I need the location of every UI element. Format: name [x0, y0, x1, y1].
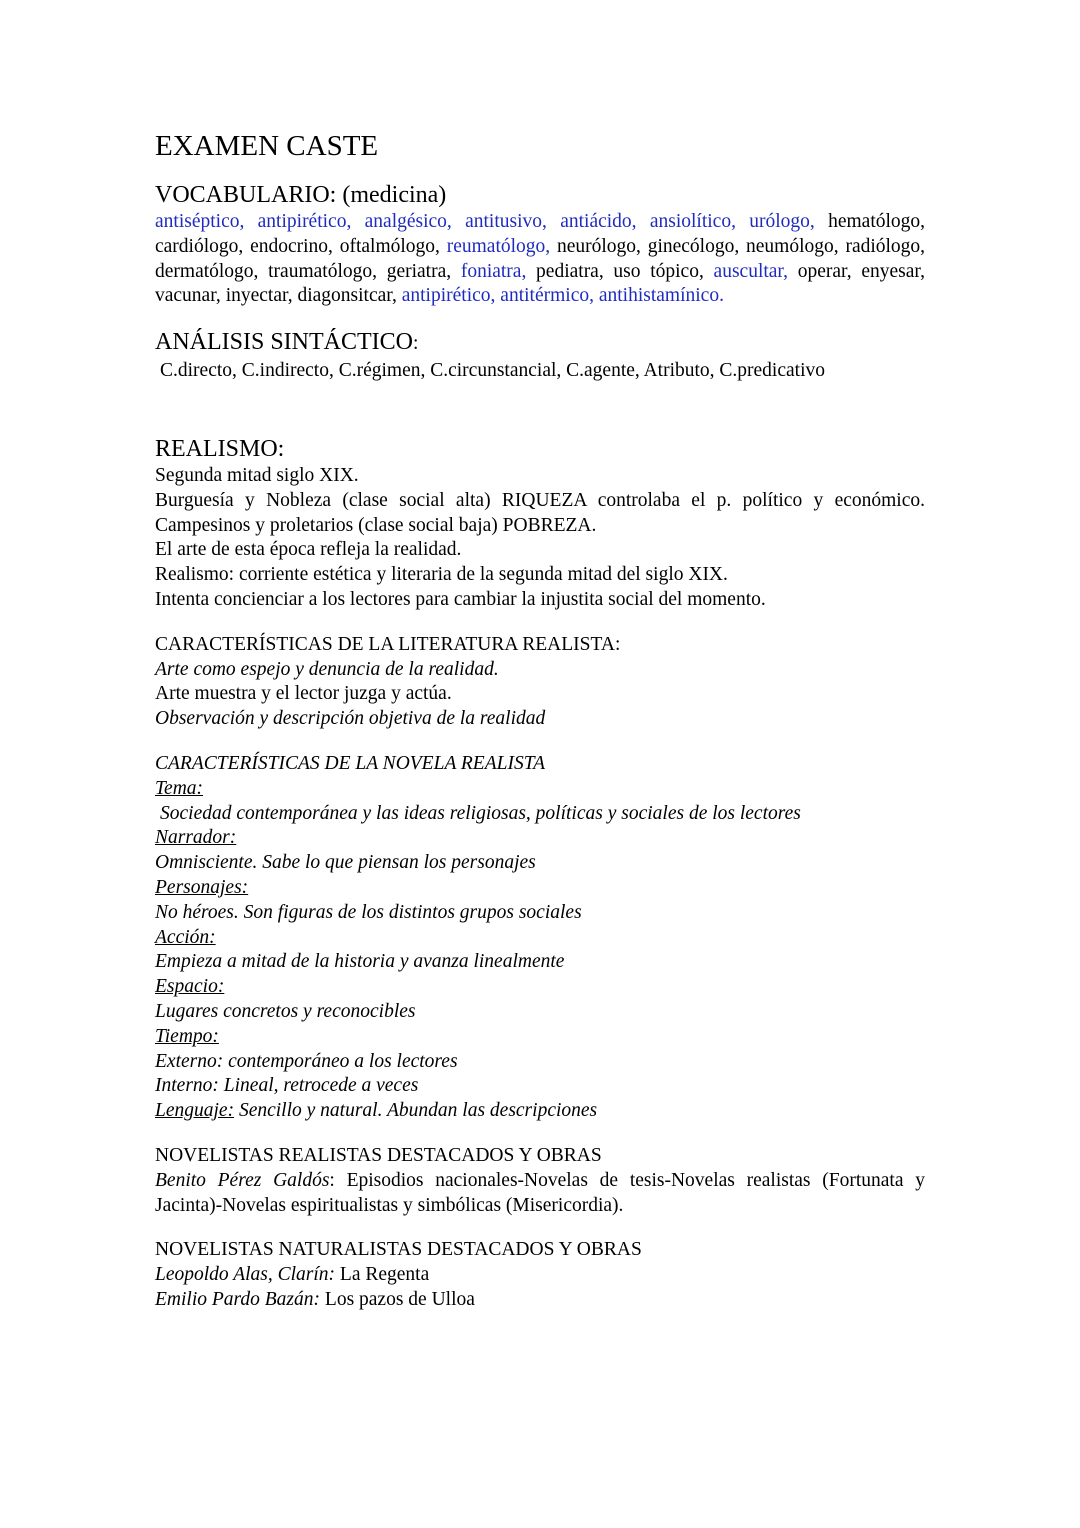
narrador-text: Omnisciente. Sabe lo que piensan los personajes: [155, 852, 536, 874]
vocabulario-word: auscultar,: [713, 260, 789, 282]
caracteristicas-novela-heading: CARACTERÍSTICAS DE LA NOVELA REALISTA: [155, 752, 546, 774]
analisis-section: [155, 327, 925, 384]
novelista-author: Emilio Pardo Bazán:: [155, 1288, 321, 1310]
tema-text: Sociedad contemporánea y las ideas religiosas, políticas y sociales de los lectores: [160, 802, 801, 824]
realismo-line: El arte de esta época refleja la realidad.: [155, 539, 462, 561]
vocabulario-word: urólogo,: [749, 211, 815, 232]
realismo-line: Segunda mitad siglo XIX.: [155, 464, 359, 486]
analisis-text: C.directo, C.indirecto, C.régimen, C.circunstancial, C.agente, Atributo, C.predicativo: [160, 360, 825, 382]
vocabulario-word: antitusivo,: [465, 211, 547, 232]
novelistas-realistas-section: [155, 1144, 925, 1218]
lenguaje-text: Sencillo y natural. Abundan las descripciones: [234, 1100, 598, 1122]
realismo-line: Intenta concienciar a los lectores para cambiar la injustita social del momento.: [155, 588, 766, 610]
tiempo-externo-text: Externo: contemporáneo a los lectores: [155, 1050, 458, 1072]
realismo-line: Realismo: corriente estética y literaria de la segunda mitad del siglo XIX.: [155, 564, 728, 586]
vocabulario-word: vacunar,: [155, 285, 221, 307]
vocabulario-word: ginecólogo,: [647, 235, 740, 257]
document-title: EXAMEN CASTE: [155, 130, 379, 162]
novelistas-naturalistas-heading: NOVELISTAS NATURALISTAS DESTACADOS Y OBRAS: [155, 1239, 642, 1261]
caracteristica-line: Arte como espejo y denuncia de la realidad.: [155, 658, 499, 680]
vocabulario-word: pediatra,: [536, 260, 604, 282]
vocabulario-word: analgésico,: [364, 211, 452, 232]
vocabulario-word: antipirético,: [401, 285, 496, 307]
vocabulario-word: antiácido,: [560, 211, 637, 232]
vocabulario-word: antitérmico,: [500, 285, 594, 307]
lenguaje-label: Lenguaje:: [155, 1100, 235, 1122]
tiempo-interno-text: Interno: Lineal, retrocede a veces: [155, 1075, 419, 1097]
vocabulario-word: neumólogo,: [746, 235, 839, 257]
vocabulario-word: ansiolítico,: [649, 211, 736, 232]
novelistas-realistas-heading: NOVELISTAS REALISTAS DESTACADOS Y OBRAS: [155, 1144, 602, 1166]
analisis-heading: [155, 327, 925, 359]
vocabulario-word: radiólogo,: [845, 235, 926, 257]
vocabulario-word: operar,: [797, 260, 852, 282]
vocabulario-word-list: [155, 210, 925, 309]
vocabulario-word: antihistamínico.: [598, 285, 724, 307]
vocabulario-word: antipirético,: [257, 211, 352, 232]
accion-label: Acción:: [155, 926, 216, 948]
vocabulario-word: endocrino,: [250, 235, 333, 257]
novelistas-naturalistas-section: [155, 1238, 925, 1312]
vocabulario-word: cardiólogo,: [155, 235, 244, 257]
vocabulario-word: diagonsitcar,: [297, 285, 397, 307]
vocabulario-heading: VOCABULARIO: (medicina): [155, 182, 447, 208]
caracteristica-line: Arte muestra y el lector juzga y actúa.: [155, 683, 452, 705]
lenguaje-line: [155, 1099, 925, 1124]
novelista-naturalista-entry: [155, 1288, 925, 1313]
novelista-naturalista-entry: [155, 1263, 925, 1288]
analisis-heading-colon: :: [413, 333, 419, 355]
personajes-label: Personajes:: [155, 876, 249, 898]
vocabulario-section: [155, 180, 925, 309]
vocabulario-word: uso tópico,: [613, 260, 704, 282]
caracteristicas-literatura-heading: CARACTERÍSTICAS DE LA LITERATURA REALISTA:: [155, 633, 621, 655]
novelista-author: Leopoldo Alas, Clarín:: [155, 1264, 336, 1286]
vocabulario-word: hematólogo,: [828, 211, 926, 232]
vocabulario-word: foniatra,: [460, 260, 527, 282]
caracteristicas-literatura-section: [155, 633, 925, 732]
vocabulario-word: reumatólogo,: [446, 235, 551, 257]
novelista-realista-entry: [155, 1169, 925, 1219]
vocabulario-word: inyectar,: [225, 285, 293, 307]
vocabulario-word: antiséptico,: [155, 211, 245, 232]
vocabulario-word: enyesar,: [861, 260, 925, 282]
realismo-heading: REALISMO:: [155, 435, 285, 462]
novelista-work: Los pazos de Ulloa: [320, 1288, 475, 1310]
analisis-heading-text: ANÁLISIS SINTÁCTICO: [155, 329, 413, 356]
novelista-author: Benito Pérez Galdós: [155, 1169, 330, 1191]
vocabulario-word: geriatra,: [386, 260, 452, 282]
novelista-work: La Regenta: [335, 1264, 430, 1286]
vocabulario-word: traumatólogo,: [268, 260, 377, 282]
tiempo-label: Tiempo:: [155, 1025, 219, 1047]
vocabulario-word: dermatólogo,: [155, 260, 259, 282]
realismo-line: Burguesía y Nobleza (clase social alta) RIQUEZA controlaba el p. político y económico. Campesinos y proletarios (clase social baja) POBREZA.: [155, 489, 925, 536]
tema-label: Tema:: [155, 777, 204, 799]
vocabulario-word: oftalmólogo,: [339, 235, 440, 257]
espacio-label: Espacio:: [155, 976, 225, 998]
caracteristicas-novela-section: [155, 752, 925, 1124]
narrador-label: Narrador:: [155, 827, 237, 849]
novelista-works: : Episodios nacionales-Novelas de tesis-Novelas realistas (Fortunata y Jacinta)-Novelas espiritualistas y simbólicas (Misericordia).: [155, 1169, 925, 1216]
realismo-section: [155, 434, 925, 613]
espacio-text: Lugares concretos y reconocibles: [155, 1000, 416, 1022]
accion-text: Empieza a mitad de la historia y avanza linealmente: [155, 951, 565, 973]
caracteristica-line: Observación y descripción objetiva de la realidad: [155, 708, 546, 730]
personajes-text: No héroes. Son figuras de los distintos grupos sociales: [155, 901, 582, 923]
vocabulario-word: neurólogo,: [556, 235, 641, 257]
